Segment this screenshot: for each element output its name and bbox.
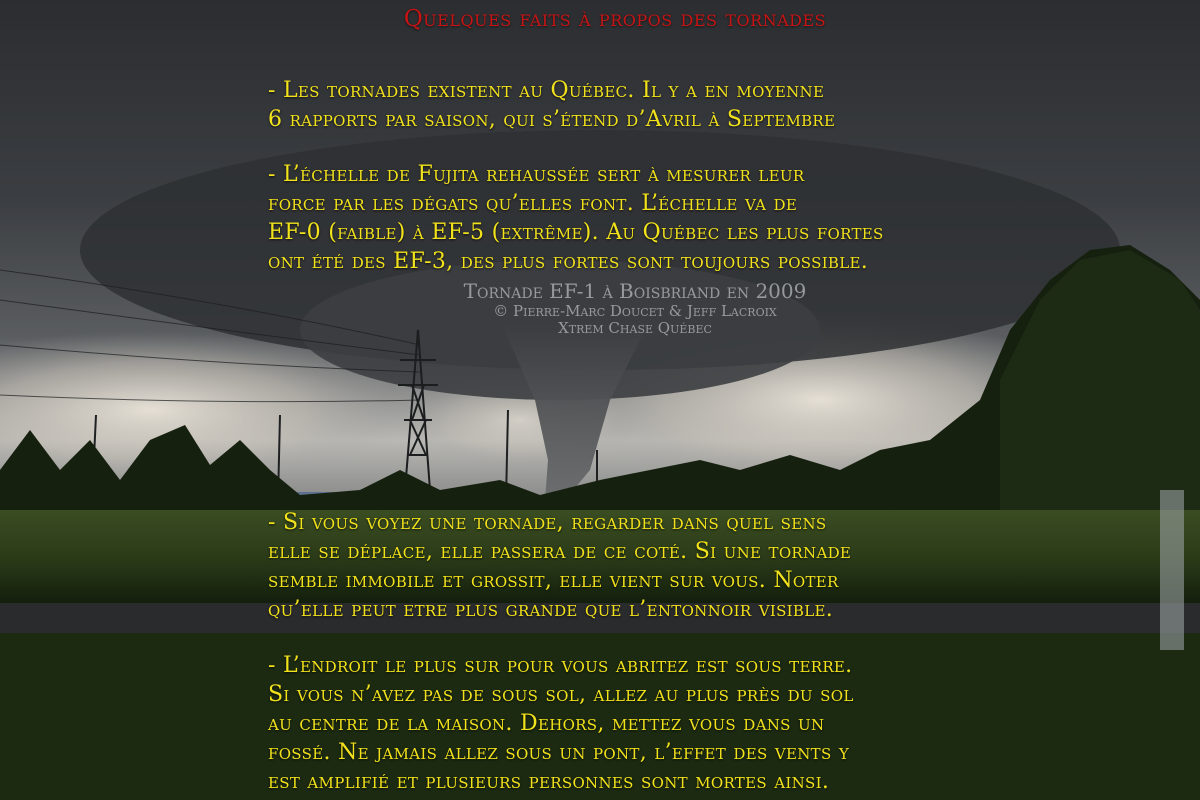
fact-paragraph-1 [268,76,835,134]
fact-line: ont été des EF-3, des plus fortes sont toujours possible. [268,249,869,274]
credit-line: Xtrem Chase Québec [558,319,712,338]
fact-paragraph-2 [268,160,884,276]
fact-line: EF-0 (faible) à EF-5 (extrême). Au Québec les plus fortes [268,220,884,245]
credit-line: Tornade EF-1 à Boisbriand en 2009 [463,279,807,303]
fact-line: - Les tornades existent au Québec. Il y a en moyenne [268,78,825,103]
page-title: Quelques faits à propos des tornades [403,6,827,32]
fact-line: elle se déplace, elle passera de ce coté. Si une tornade [268,539,852,564]
fact-paragraph-3 [268,508,851,624]
fact-line: 6 rapports par saison, qui s’étend d’Avril à Septembre [268,107,836,132]
photo-credit-watermark [0,280,1200,338]
fact-line: - L’endroit le plus sur pour vous abritez est sous terre. [268,653,853,678]
fact-line: semble immobile et grossit, elle vient sur vous. Noter [268,568,839,593]
fact-paragraph-4 [268,651,854,796]
fact-line: Si vous n’avez pas de sous sol, allez au plus près du sol [268,682,854,707]
fact-line: - L’échelle de Fujita rehaussée sert à mesurer leur [268,162,805,187]
fact-line: force par les dégats qu’elles font. L’échelle va de [268,191,798,216]
fact-line: est amplifié et plusieurs personnes sont mortes ainsi. [268,769,830,794]
fact-line: qu’elle peut etre plus grande que l’entonnoir visible. [268,597,834,622]
fact-line: - Si vous voyez une tornade, regarder dans quel sens [268,510,827,535]
credit-line: © Pierre-Marc Doucet & Jeff Lacroix [493,302,777,320]
fact-line: au centre de la maison. Dehors, mettez vous dans un [268,711,825,736]
fact-line: fossé. Ne jamais allez sous un pont, l’effet des vents y [268,740,850,765]
